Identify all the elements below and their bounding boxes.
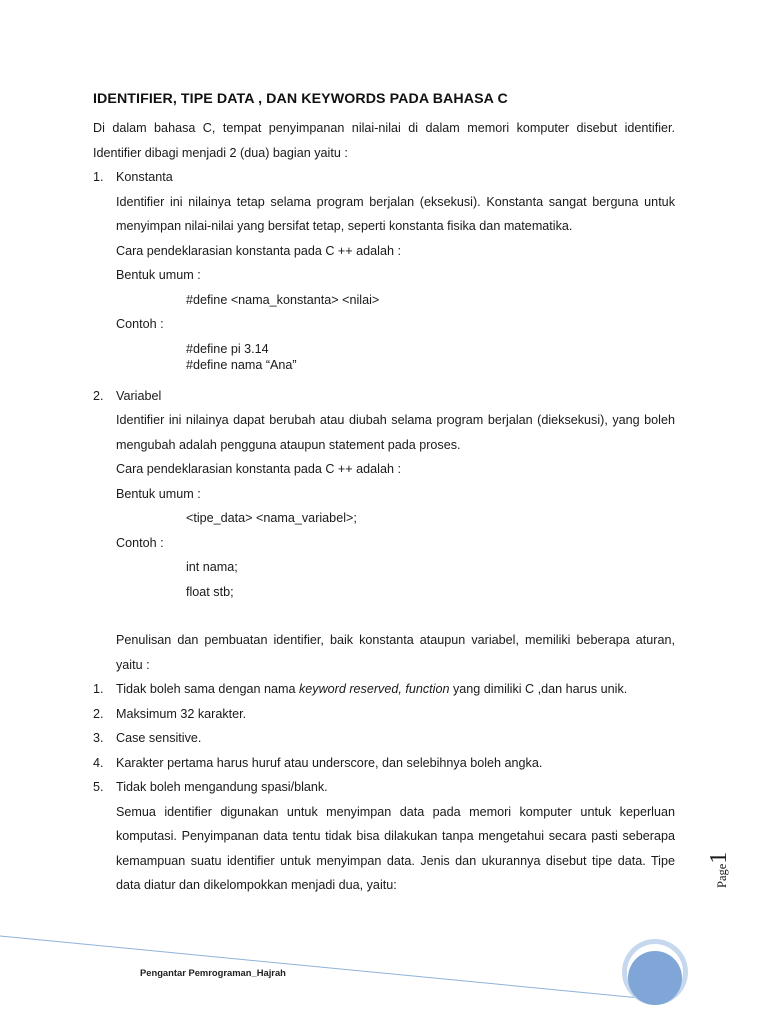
rule-item	[93, 726, 675, 751]
rule-item	[93, 677, 675, 702]
section-konstanta-heading	[93, 165, 675, 190]
form-code: <tipe_data> <nama_variabel>;	[186, 511, 357, 525]
section-variabel-heading	[93, 384, 675, 409]
footer-decoration	[0, 920, 768, 1024]
form-code: #define <nama_konstanta> <nilai>	[186, 292, 380, 307]
document-body	[93, 88, 675, 898]
rule-text-italic: keyword reserved, function	[298, 682, 450, 696]
example-label: Contoh :	[116, 535, 164, 550]
section-description: Identifier ini nilainya dapat berubah atau diubah selama program berjalan (dieksekusi), yang boleh mengubah adalah pengguna ataupun statement pada proses.	[116, 413, 675, 452]
declaration-line: Cara pendeklarasian konstanta pada C ++ adalah :	[116, 243, 401, 258]
example-code-line: int nama;	[186, 560, 238, 574]
section-number: 1.	[93, 170, 104, 184]
section-konstanta-body	[93, 190, 675, 288]
example-code-line: #define pi 3.14	[186, 341, 269, 356]
rule-item	[93, 751, 675, 776]
rule-text: Karakter pertama harus huruf atau underscore, dan selebihnya boleh angka.	[116, 755, 543, 770]
rule-text: Maksimum 32 karakter.	[116, 706, 247, 721]
declaration-line: Cara pendeklarasian konstanta pada C ++ adalah :	[116, 462, 401, 476]
rule-number: 3.	[93, 731, 104, 745]
rule-text-before: Tidak boleh sama dengan nama	[116, 682, 299, 696]
section-heading: Konstanta	[116, 170, 173, 184]
section-number: 2.	[93, 388, 104, 403]
example-label: Contoh :	[116, 317, 164, 331]
rule-number: 2.	[93, 706, 104, 721]
rules-intro: Penulisan dan pembuatan identifier, baik konstanta ataupun variabel, memiliki beberapa aturan, yaitu :	[116, 633, 675, 672]
page-digit: 1	[706, 851, 732, 864]
rule-text: Case sensitive.	[116, 731, 202, 745]
footer-circle-inner	[628, 951, 682, 1005]
section-description: Identifier ini nilainya tetap selama program berjalan (eksekusi). Konstanta sangat berguna untuk menyimpan nilai-nilai yang bersifat tetap, seperti konstanta fisika dan matematika.	[116, 194, 675, 233]
footer-text: Pengantar Pemrograman_Hajrah	[140, 967, 286, 978]
closing-paragraph: Semua identifier digunakan untuk menyimpan data pada memori komputer untuk keperluan komputasi. Penyimpanan data tentu tidak bisa dilakukan tanpa mengetahui secara pasti seberapa kemampuan suatu identifier untuk menyimpan data. Jenis dan ukurannya disebut tipe data. Tipe data diatur dan dikelompokkan menjadi dua, yaitu:	[116, 804, 675, 892]
footer-rule-line	[0, 936, 640, 998]
rule-number: 4.	[93, 755, 104, 770]
section-variabel-body	[93, 408, 675, 506]
example-code-line: float stb;	[186, 584, 234, 599]
rule-text-after: yang dimiliki C ,dan harus unik.	[449, 682, 628, 696]
section-heading: Variabel	[116, 388, 162, 403]
page-word: Page	[715, 863, 729, 888]
document-title: IDENTIFIER, TIPE DATA , DAN KEYWORDS PADA BAHASA C	[93, 91, 508, 107]
page-number-marker	[706, 846, 746, 896]
rule-number: 1.	[93, 682, 104, 696]
rule-item	[93, 702, 675, 727]
form-label: Bentuk umum :	[116, 268, 201, 282]
rule-text: Tidak boleh mengandung spasi/blank.	[116, 780, 328, 794]
example-code-line: #define nama “Ana”	[186, 357, 297, 372]
rule-number: 5.	[93, 780, 104, 794]
rule-item	[93, 775, 675, 800]
form-label: Bentuk umum :	[116, 486, 201, 501]
intro-paragraph: Di dalam bahasa C, tempat penyimpanan nilai-nilai di dalam memori komputer disebut identifier. Identifier dibagi menjadi 2 (dua) bagian yaitu :	[93, 121, 675, 160]
